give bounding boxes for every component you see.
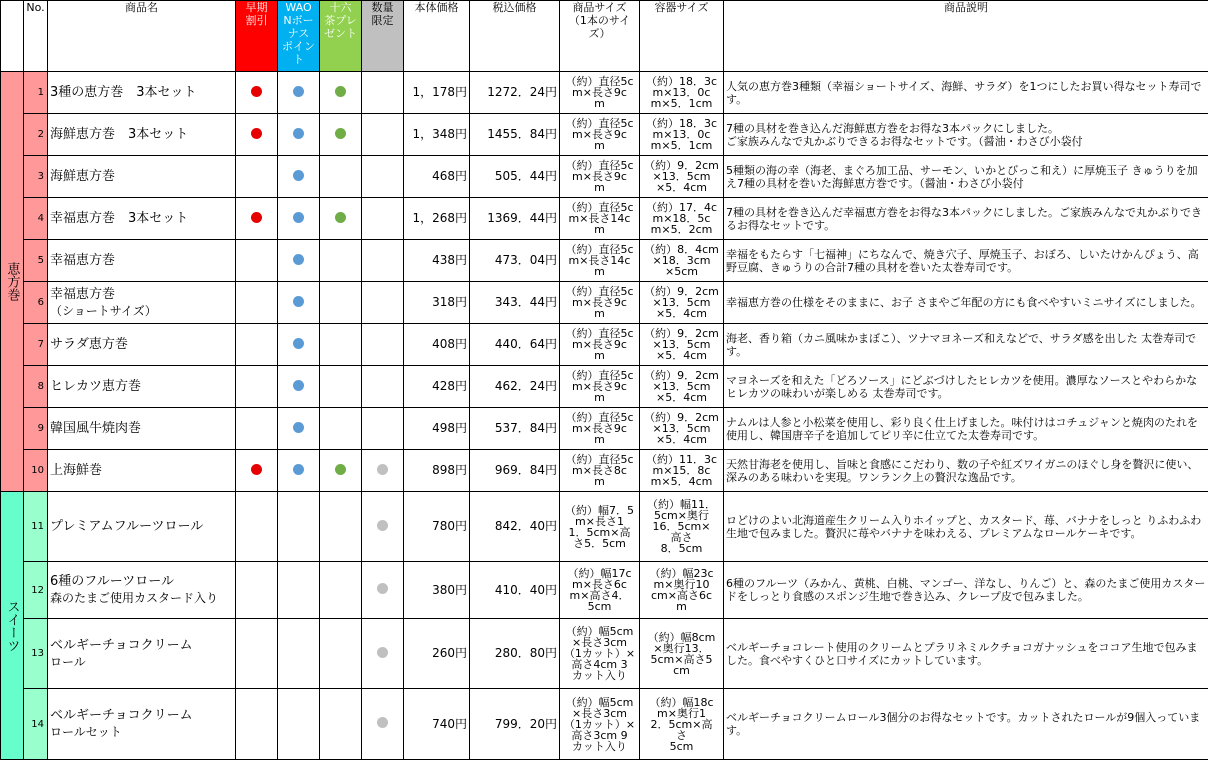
product-name-cell [48, 492, 236, 562]
product-description: 幸福恵方巻の仕様をそのままに、お子 さまやご年配の方にも食べやすいミニサイズにしました。 [724, 282, 1208, 324]
product-subname: ロール [50, 654, 86, 669]
early-discount-cell [236, 114, 278, 156]
tea-present-cell [320, 408, 362, 450]
product-name-cell [48, 72, 236, 114]
product-name: 韓国風牛焼肉巻 [50, 420, 142, 436]
product-description: 7種の具材を巻き込んだ海鮮恵方巻をお得な3本パックにしました。 ご家族みんなで丸かぶりできるお得なセットです。（醤油・わさび小袋付 [724, 114, 1208, 156]
header-tax-price: 税込価格 [470, 1, 560, 72]
product-name: 幸福恵方巻 3本セット [50, 210, 189, 226]
early-discount-cell [236, 619, 278, 689]
limited-cell [362, 366, 404, 408]
row-number: 7 [24, 324, 48, 366]
base-price: 1，268円 [404, 198, 470, 240]
product-name-cell [48, 114, 236, 156]
header-item-size [560, 1, 640, 72]
table-body [1, 72, 1208, 760]
item-size: （約）直径5c m×長さ9c m [560, 282, 640, 324]
header-base-price: 本体価格 [404, 1, 470, 72]
product-description: 6種のフルーツ（みかん、黄桃、白桃、マンゴー、洋なし、りんご）と、森のたまご使用カスタードをしっとり食感のスポンジ生地で巻き込み、クレープ皮で包みました。 [724, 562, 1208, 619]
tea-present-cell [320, 492, 362, 562]
header-description: 商品説明 [724, 1, 1208, 72]
limited-cell [362, 689, 404, 760]
row-number: 5 [24, 240, 48, 282]
product-description: 5種類の海の幸（海老、まぐろ加工品、サーモン、いかとびっこ和え）に厚焼玉子 きゅうりを加え7種の具材を巻いた海鮮恵方巻です。（醤油・わさび小袋付 [724, 156, 1208, 198]
product-name-cell [48, 689, 236, 760]
category-sweets [1, 492, 24, 760]
table-row [1, 408, 1208, 450]
item-size: （約）直径5c m×長さ14c m [560, 198, 640, 240]
waon-bonus-dot-icon [293, 380, 304, 391]
item-size: （約）直径5c m×長さ9c m [560, 408, 640, 450]
product-name-cell [48, 240, 236, 282]
tea-present-dot-icon [335, 464, 346, 475]
container-size: （約）幅18c m×奥行1 2．5cm×高 さ 5cm [640, 689, 724, 760]
tea-present-cell [320, 450, 362, 492]
early-discount-cell [236, 198, 278, 240]
product-name-cell [48, 198, 236, 240]
early-discount-cell [236, 282, 278, 324]
item-size: （約）直径5c m×長さ9c m [560, 156, 640, 198]
container-size: （約）9．2cm ×13．5cm ×5．4cm [640, 408, 724, 450]
tea-present-cell [320, 324, 362, 366]
container-size: （約）9．2cm ×13．5cm ×5．4cm [640, 366, 724, 408]
item-size: （約）幅7．5 m×長さ1 1．5cm×高 さ5．5cm [560, 492, 640, 562]
limited-cell [362, 492, 404, 562]
tax-price: 1455．84円 [470, 114, 560, 156]
product-name: 海鮮恵方巻 [50, 168, 116, 184]
header-waon-bonus-label: WAO Nボー ナス ポイント [282, 1, 315, 66]
limited-dot-icon [377, 583, 388, 594]
header-no: No. [24, 1, 48, 72]
limited-cell [362, 450, 404, 492]
early-discount-cell [236, 562, 278, 619]
container-size: （約）9．2cm ×13．5cm ×5．4cm [640, 156, 724, 198]
item-size: （約）幅17c m×長さ6c m×高さ4． 5cm [560, 562, 640, 619]
table-row [1, 450, 1208, 492]
base-price: 740円 [404, 689, 470, 760]
early-discount-cell [236, 366, 278, 408]
tax-price: 537．84円 [470, 408, 560, 450]
early-discount-dot-icon [251, 128, 262, 139]
container-size: （約）18．3c m×13．0c m×5．1cm [640, 72, 724, 114]
item-size: （約）直径5c m×長さ9c m [560, 72, 640, 114]
product-name: 幸福恵方巻 [50, 252, 116, 268]
tea-present-dot-icon [335, 128, 346, 139]
limited-cell [362, 198, 404, 240]
product-description: 海老、香り箱（カニ風味かまぼこ）、ツナマヨネーズ和えなどで、サラダ感を出した 太巻寿司です。 [724, 324, 1208, 366]
tea-present-cell [320, 72, 362, 114]
row-number: 2 [24, 114, 48, 156]
waon-bonus-cell [278, 72, 320, 114]
row-number: 10 [24, 450, 48, 492]
product-description: 天然甘海老を使用し、旨味と食感にこだわり、数の子や紅ズワイガニのほぐし身を贅沢に使い、深みのある味わいを実現。ワンランク上の贅沢な逸品です。 [724, 450, 1208, 492]
product-name: 3種の恵方巻 3本セット [50, 84, 197, 100]
header-early-discount-label: 早期 割引 [245, 1, 268, 27]
tax-price: 280．80円 [470, 619, 560, 689]
product-description: ナムルは人参と小松菜を使用し、彩り良く仕上げました。味付けはコチュジャンと焼肉のたれを使用し、韓国唐辛子を追加してピリ辛に仕立てた太巻寿司です。 [724, 408, 1208, 450]
item-size: （約）幅5cm ×長さ3cm （1カット）× 高さ3cm 9 カット入り [560, 689, 640, 760]
base-price: 468円 [404, 156, 470, 198]
product-name-cell [48, 324, 236, 366]
row-number: 4 [24, 198, 48, 240]
limited-cell [362, 282, 404, 324]
row-number: 13 [24, 619, 48, 689]
early-discount-cell [236, 240, 278, 282]
base-price: 428円 [404, 366, 470, 408]
product-name: ヒレカツ恵方巻 [50, 378, 142, 394]
tax-price: 1272．24円 [470, 72, 560, 114]
product-name-cell [48, 366, 236, 408]
container-size: （約）幅11． 5cm×奥行 16．5cm× 高さ 8．5cm [640, 492, 724, 562]
waon-bonus-cell [278, 198, 320, 240]
container-size: （約）17．4c m×18．5c m×5．2cm [640, 198, 724, 240]
limited-dot-icon [377, 647, 388, 658]
header-container-size: 容器サイズ [640, 1, 724, 72]
header-tea-present [320, 1, 362, 72]
product-name: 海鮮恵方巻 3本セット [50, 126, 189, 142]
waon-bonus-dot-icon [293, 170, 304, 181]
product-name: プレミアムフルーツロール [50, 518, 204, 534]
tax-price: 799．20円 [470, 689, 560, 760]
row-number: 11 [24, 492, 48, 562]
waon-bonus-cell [278, 114, 320, 156]
tax-price: 969．84円 [470, 450, 560, 492]
table-row [1, 492, 1208, 562]
limited-cell [362, 114, 404, 156]
limited-cell [362, 562, 404, 619]
early-discount-cell [236, 408, 278, 450]
item-size: （約）直径5c m×長さ9c m [560, 114, 640, 156]
product-description: ベルギーチョコクリームロール3個分のお得なセットです。カットされたロールが9個入っています。 [724, 689, 1208, 760]
tax-price: 343．44円 [470, 282, 560, 324]
product-name-cell [48, 282, 236, 324]
tea-present-cell [320, 366, 362, 408]
product-description: ロどけのよい北海道産生クリーム入りホイップと、カスタード、苺、バナナをしっと りふわふわ生地で包みました。贅沢に苺やバナナを味わえる、プレミアムなロールケーキです。 [724, 492, 1208, 562]
header-limited [362, 1, 404, 72]
early-discount-cell [236, 492, 278, 562]
base-price: 498円 [404, 408, 470, 450]
container-size: （約）9．2cm ×13．5cm ×5．4cm [640, 282, 724, 324]
table-row [1, 72, 1208, 114]
base-price: 1，178円 [404, 72, 470, 114]
table-row [1, 156, 1208, 198]
waon-bonus-dot-icon [293, 212, 304, 223]
header-waon-bonus [278, 1, 320, 72]
early-discount-cell [236, 156, 278, 198]
product-name-cell [48, 408, 236, 450]
tax-price: 462．24円 [470, 366, 560, 408]
base-price: 318円 [404, 282, 470, 324]
waon-bonus-dot-icon [293, 464, 304, 475]
early-discount-cell [236, 689, 278, 760]
product-description: 7種の具材を巻き込んだ幸福恵方巻をお得な3本パックにしました。ご家族みんなで丸かぶりできるお得なセットです。 [724, 198, 1208, 240]
waon-bonus-dot-icon [293, 338, 304, 349]
base-price: 408円 [404, 324, 470, 366]
row-number: 14 [24, 689, 48, 760]
item-size: （約）直径5c m×長さ9c m [560, 324, 640, 366]
product-name: ベルギーチョコクリーム [50, 637, 193, 653]
waon-bonus-dot-icon [293, 86, 304, 97]
early-discount-cell [236, 72, 278, 114]
item-size: （約）幅5cm ×長さ3cm （1カット）× 高さ4cm 3 カット入り [560, 619, 640, 689]
table-row [1, 562, 1208, 619]
base-price: 438円 [404, 240, 470, 282]
header-name: 商品名 [48, 1, 236, 72]
waon-bonus-cell [278, 450, 320, 492]
header-item-size-label: 商品サイズ （1本のサイ ズ） [568, 1, 631, 40]
waon-bonus-cell [278, 366, 320, 408]
waon-bonus-cell [278, 492, 320, 562]
container-size: （約）幅8cm ×奥行13． 5cm×高さ5 cm [640, 619, 724, 689]
early-discount-cell [236, 324, 278, 366]
item-size: （約）直径5c m×長さ8c m [560, 450, 640, 492]
product-description: 幸福をもたらす「七福神」にちなんで、焼き穴子、厚焼玉子、おぼろ、しいたけかんぴょう、高野豆腐、きゅうりの合計7種の具材を巻いた太巻寿司です。 [724, 240, 1208, 282]
waon-bonus-dot-icon [293, 422, 304, 433]
waon-bonus-cell [278, 324, 320, 366]
waon-bonus-dot-icon [293, 128, 304, 139]
tea-present-dot-icon [335, 212, 346, 223]
tax-price: 1369．44円 [470, 198, 560, 240]
waon-bonus-cell [278, 408, 320, 450]
header-limited-label: 数量 限定 [371, 1, 394, 27]
waon-bonus-cell [278, 156, 320, 198]
tea-present-cell [320, 240, 362, 282]
tea-present-cell [320, 156, 362, 198]
tea-present-cell [320, 619, 362, 689]
tax-price: 440．64円 [470, 324, 560, 366]
limited-cell [362, 324, 404, 366]
header-tea-present-label: 十六 茶プレ ゼント [324, 1, 357, 40]
product-subname: 森のたまご使用カスタード入り [50, 591, 219, 605]
tax-price: 842．40円 [470, 492, 560, 562]
base-price: 1，348円 [404, 114, 470, 156]
category-sweets-label: スイーツ [4, 599, 20, 652]
table-row [1, 282, 1208, 324]
row-number: 3 [24, 156, 48, 198]
item-size: （約）直径5c m×長さ9c m [560, 366, 640, 408]
waon-bonus-cell [278, 282, 320, 324]
container-size: （約）幅23c m×奥行10 cm×高さ6c m [640, 562, 724, 619]
row-number: 12 [24, 562, 48, 619]
base-price: 260円 [404, 619, 470, 689]
tax-price: 505．44円 [470, 156, 560, 198]
table-row [1, 198, 1208, 240]
tea-present-dot-icon [335, 86, 346, 97]
base-price: 898円 [404, 450, 470, 492]
waon-bonus-cell [278, 689, 320, 760]
early-discount-dot-icon [251, 212, 262, 223]
tax-price: 410．40円 [470, 562, 560, 619]
table-row [1, 366, 1208, 408]
table-row [1, 324, 1208, 366]
early-discount-dot-icon [251, 464, 262, 475]
table-row [1, 689, 1208, 760]
product-name: サラダ恵方巻 [50, 336, 128, 352]
product-name: 6種のフルーツロール [50, 574, 174, 589]
table-row [1, 114, 1208, 156]
limited-cell [362, 408, 404, 450]
container-size: （約）18．3c m×13．0c m×5．1cm [640, 114, 724, 156]
category-ehou [1, 72, 24, 492]
tea-present-cell [320, 282, 362, 324]
limited-cell [362, 72, 404, 114]
product-name: 幸福恵方巻 [50, 286, 116, 302]
table-row [1, 240, 1208, 282]
limited-dot-icon [377, 464, 388, 475]
base-price: 780円 [404, 492, 470, 562]
tax-price: 473．04円 [470, 240, 560, 282]
row-number: 6 [24, 282, 48, 324]
limited-dot-icon [377, 717, 388, 728]
waon-bonus-dot-icon [293, 296, 304, 307]
row-number: 1 [24, 72, 48, 114]
product-name-cell [48, 156, 236, 198]
limited-cell [362, 240, 404, 282]
tea-present-cell [320, 562, 362, 619]
limited-cell [362, 619, 404, 689]
product-name: 上海鮮巻 [50, 462, 103, 478]
product-name: ベルギーチョコクリーム [50, 708, 193, 723]
waon-bonus-cell [278, 240, 320, 282]
table-row [1, 619, 1208, 689]
product-name-cell [48, 450, 236, 492]
product-description: ベルギーチョコレート使用のクリームとプラリネミルクチョコガナッシュをココア生地で包みました。食べやすくひと口サイズにカットしています。 [724, 619, 1208, 689]
product-description: マヨネーズを和えた「どろソース」にどぶづけしたヒレカツを使用。濃厚なソースとやわらかなヒレカツの味わいが楽しめる 太巻寿司です。 [724, 366, 1208, 408]
early-discount-cell [236, 450, 278, 492]
product-description: 人気の恵方巻3種類（幸福ショートサイズ、海鮮、サラダ）を1つにしたお買い得なセット寿司です。 [724, 72, 1208, 114]
early-discount-dot-icon [251, 86, 262, 97]
category-ehou-label: 恵方巻 [4, 262, 20, 301]
row-number: 8 [24, 366, 48, 408]
waon-bonus-cell [278, 619, 320, 689]
product-subname: ロールセット [50, 725, 122, 739]
limited-cell [362, 156, 404, 198]
product-name-cell [48, 619, 236, 689]
base-price: 380円 [404, 562, 470, 619]
header-category [1, 1, 24, 72]
row-number: 9 [24, 408, 48, 450]
header-row [1, 1, 1208, 72]
waon-bonus-cell [278, 562, 320, 619]
product-subname: （ショートサイズ） [50, 303, 157, 318]
limited-dot-icon [377, 520, 388, 531]
product-name-cell [48, 562, 236, 619]
tea-present-cell [320, 198, 362, 240]
header-early-discount [236, 1, 278, 72]
container-size: （約）9．2cm ×13．5cm ×5．4cm [640, 324, 724, 366]
waon-bonus-dot-icon [293, 254, 304, 265]
container-size: （約）11．3c m×15．8c m×5．4cm [640, 450, 724, 492]
tea-present-cell [320, 689, 362, 760]
container-size: （約）8．4cm ×18．3cm ×5cm [640, 240, 724, 282]
tea-present-cell [320, 114, 362, 156]
item-size: （約）直径5c m×長さ14c m [560, 240, 640, 282]
